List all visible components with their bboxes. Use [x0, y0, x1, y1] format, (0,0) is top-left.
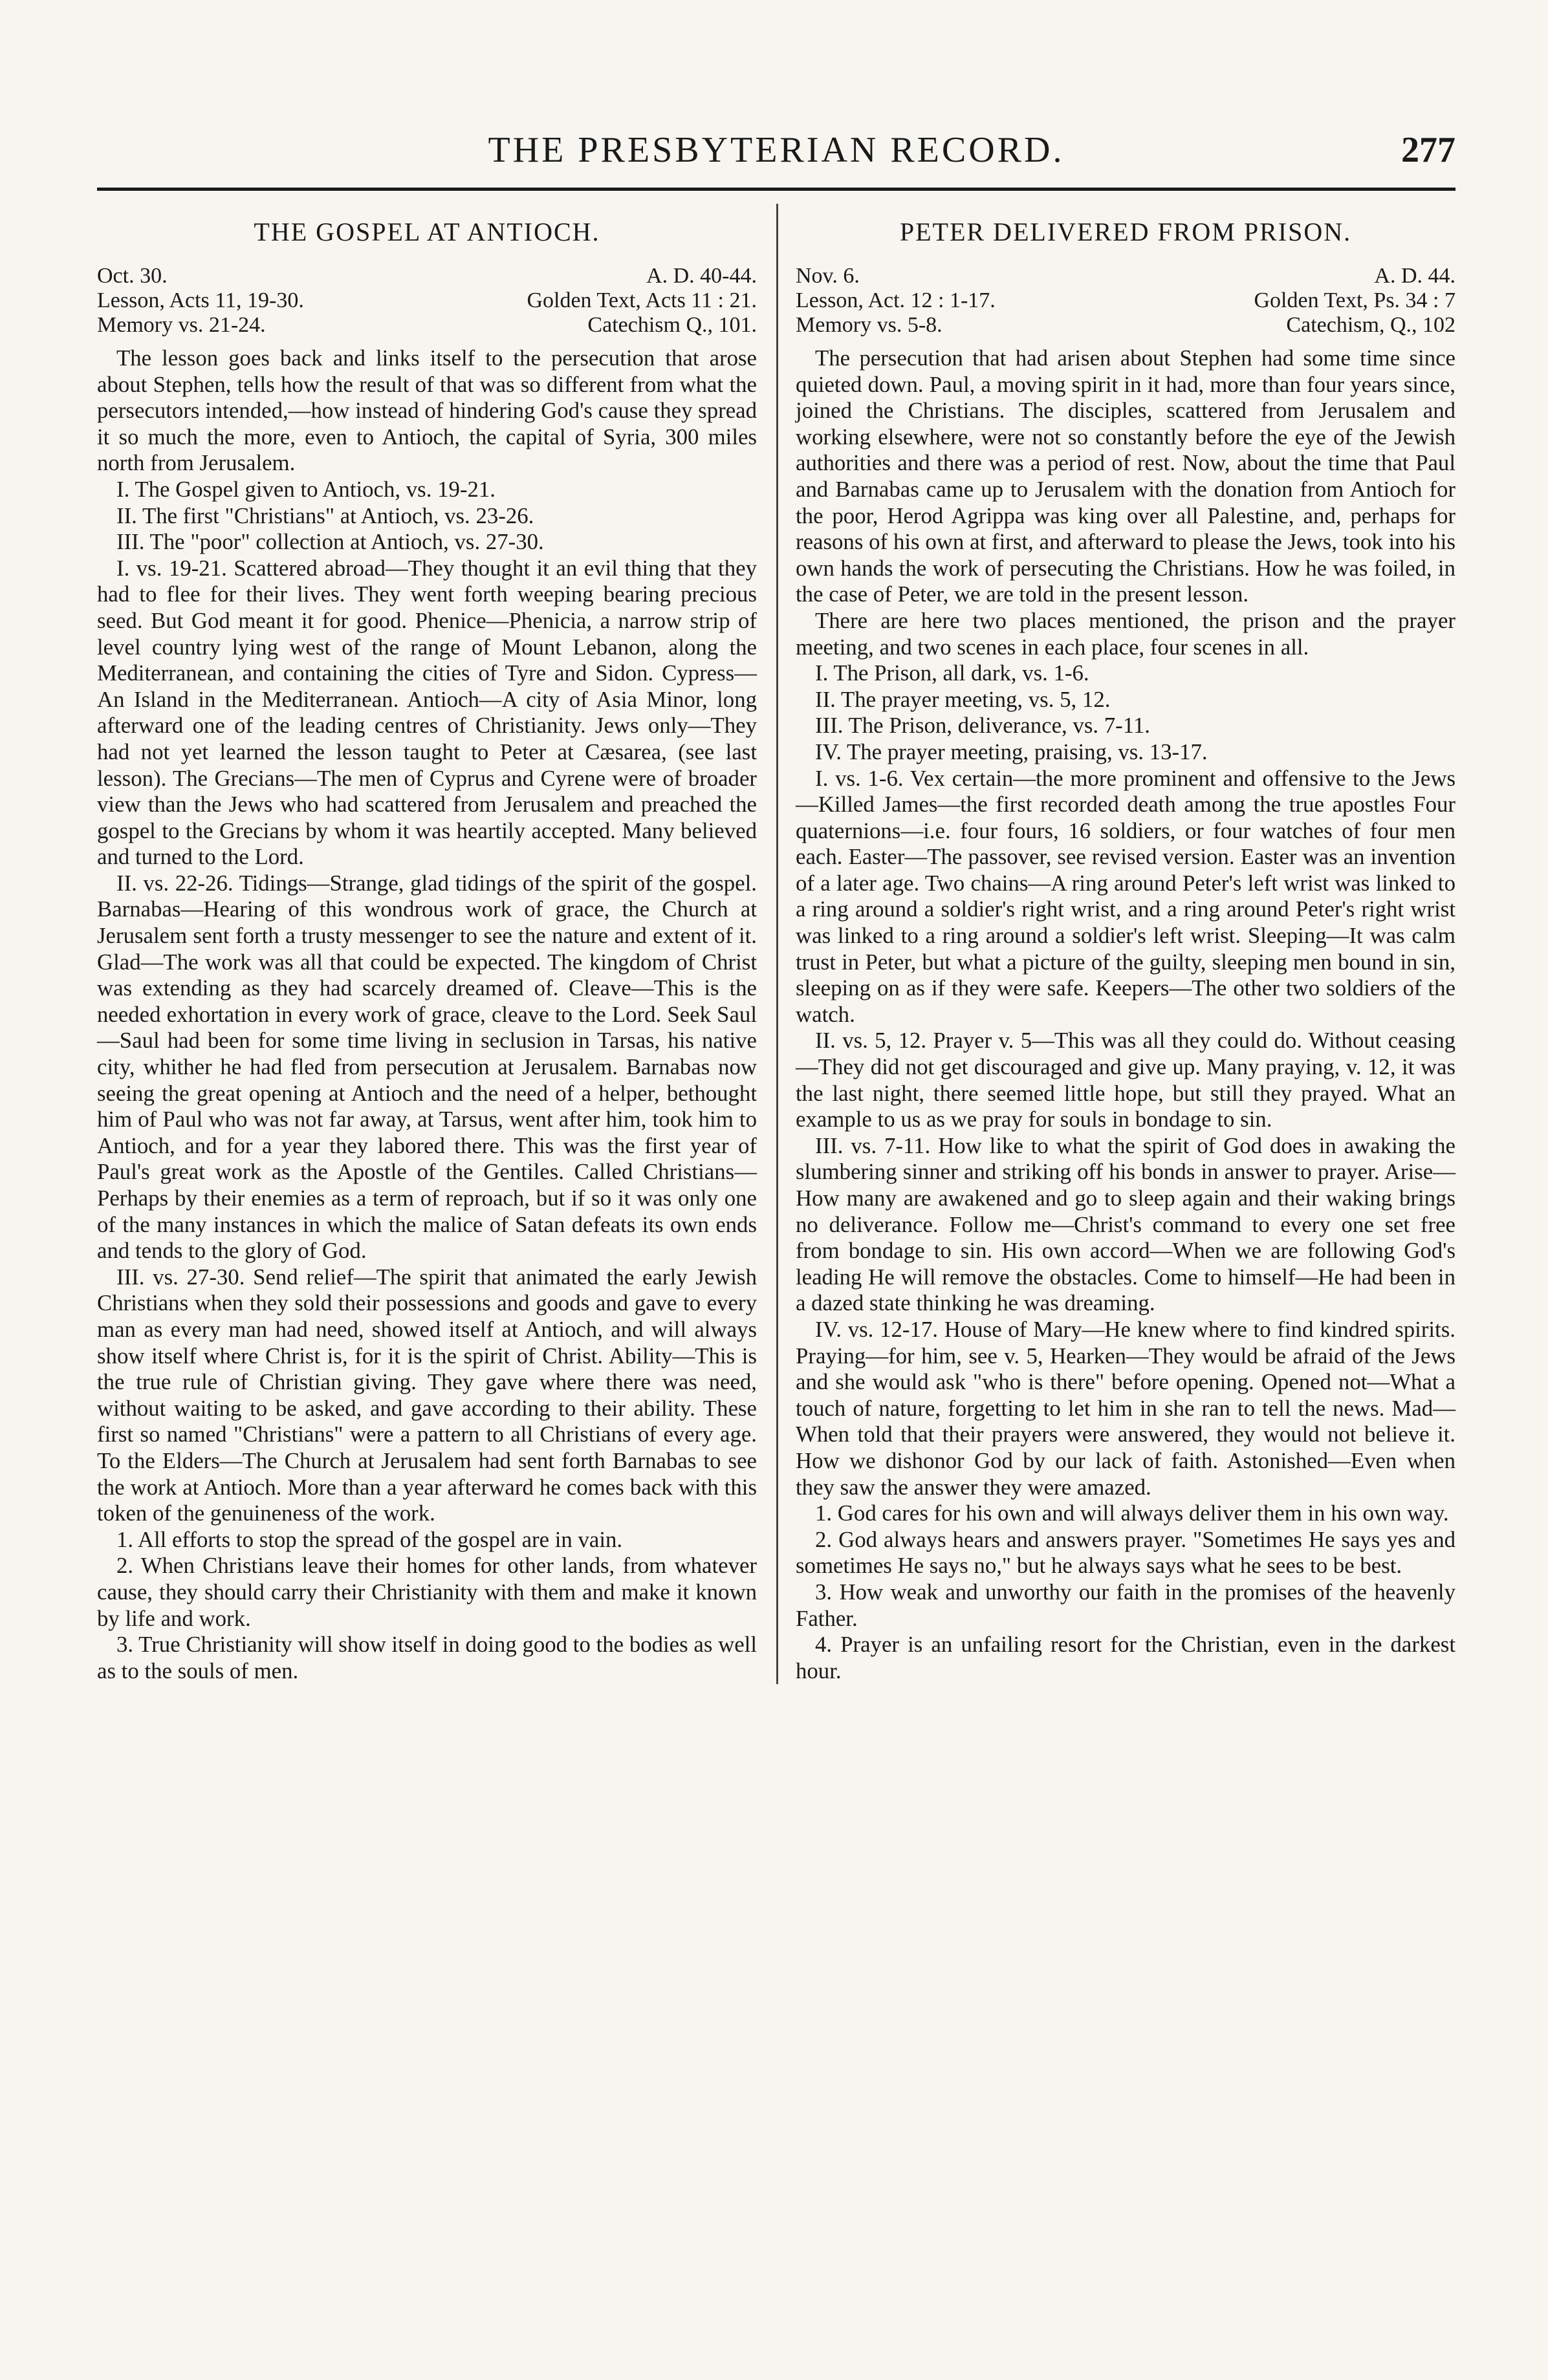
outline-item: I. The Prison, all dark, vs. 1-6.: [815, 660, 1089, 686]
paragraph: III. vs. 27-30. Send relief—The spirit that animated the early Jewish Christians when they sold their possessions and goods and gave to every man as every man had need, showed itself at Antioch, and will always show itself where Christ is, for it is the spirit of Christ. Ability—This is the true rule of Christian giving. They gave where there was need, without waiting to be asked, and gave according to their ability. These first so named "Christians" were a pattern to all Christians of every age. To the Elders—The Church at Jerusalem had sent forth Barnabas to see the work at Antioch. More than a year afterward he comes back with this token of the genuineness of the work.: [97, 1264, 757, 1526]
lesson-reference: Lesson, Acts 11, 19-30.: [97, 288, 304, 312]
lesson-point: 4. Prayer is an unfailing resort for the Christian, even in the darkest hour.: [796, 1632, 1455, 1683]
lesson-point: 3. How weak and unworthy our faith in the promises of the heavenly Father.: [796, 1579, 1455, 1631]
lesson-date: Nov. 6.: [796, 264, 860, 288]
memory-verses: Memory vs. 21-24.: [97, 313, 266, 337]
meta-row: [796, 288, 1455, 313]
paragraph: I. vs. 1-6. Vex certain—the more prominent and offensive to the Jews—Killed James—the first recorded death among the true apostles Four quaternions—i.e. four fours, 16 soldiers, or four watches of four men each. Easter—The passover, see revised version. Easter was an invention of a later age. Two chains—A ring around Peter's left wrist was linked to a ring around a soldier's right wrist, and a ring around Peter's right wrist was linked to a ring around a soldier's left wrist. Sleeping—It was calm trust in Peter, but what a picture of the guilty, sleeping men bound in sin, sleeping on as if they were safe. Keepers—The other two soldiers of the watch.: [796, 765, 1455, 1027]
paragraph: III. vs. 7-11. How like to what the spirit of God does in awaking the slumbering sinner and striking off his bonds in answer to prayer. Arise—How many are awakened and go to sleep again and their waking brings no deliverance. Follow me—Christ's command to every one set free from bondage to sin. His own accord—When we are following God's leading He will remove the obstacles. Come to himself—He had been in a dazed state thinking he was dreaming.: [796, 1132, 1455, 1316]
paragraph: There are here two places mentioned, the prison and the prayer meeting, and two scenes in each place, four scenes in all.: [796, 607, 1455, 660]
paragraph: I. vs. 19-21. Scattered abroad—They thought it an evil thing that they had to flee for their lives. They went forth weeping bearing precious seed. But God meant it for good. Phenice—Phenicia, a narrow strip of level country lying west of the range of Mount Lebanon, along the Mediterranean, and containing the cities of Tyre and Sidon. Cypress—An Island in the Mediterranean. Antioch—A city of Asia Minor, long afterward one of the leading centres of Christianity. Jews only—They had not yet learned the lesson taught to Peter at Cæsarea, (see last lesson). The Grecians—The men of Cyprus and Cyrene were of broader view than the Jews who had scattered from Jerusalem and preached the gospel to the Grecians by whom it was heartily accepted. Many believed and turned to the Lord.: [97, 555, 757, 870]
running-head: [97, 103, 1455, 175]
meta-row: [796, 264, 1455, 288]
lesson-reference: Lesson, Act. 12 : 1-17.: [796, 288, 996, 312]
outline-item: II. The first "Christians" at Antioch, vs. 23-26.: [116, 503, 534, 528]
memory-verses: Memory vs. 5-8.: [796, 313, 943, 337]
outline-item: IV. The prayer meeting, praising, vs. 13-17.: [815, 739, 1208, 764]
lesson-year: A. D. 44.: [1374, 264, 1455, 288]
golden-text: Golden Text, Acts 11 : 21.: [527, 288, 757, 312]
paragraph: The lesson goes back and links itself to the persecution that arose about Stephen, tells how the result of that was so different from what the persecutors intended,—how instead of hindering God's cause they spread it so much the more, even to Antioch, the capital of Syria, 300 miles north from Jerusalem.: [97, 345, 757, 476]
lesson-heading-right: PETER DELIVERED FROM PRISON.: [899, 217, 1352, 246]
lesson-point: 2. When Christians leave their homes for other lands, from whatever cause, they should carry their Christianity with them and make it known by life and work.: [97, 1553, 757, 1631]
header-rule: [97, 188, 1455, 191]
outline-item: II. The prayer meeting, vs. 5, 12.: [815, 686, 1111, 712]
page: [97, 103, 1455, 1684]
lesson-point: 2. God always hears and answers prayer. "Sometimes He says yes and sometimes He says no," but he always says what he sees to be best.: [796, 1526, 1455, 1579]
lesson-heading-left: THE GOSPEL AT ANTIOCH.: [254, 217, 600, 246]
meta-row: [97, 313, 757, 338]
lesson-year: A. D. 40-44.: [646, 264, 757, 288]
meta-row: [97, 288, 757, 313]
journal-title: THE PRESBYTERIAN RECORD.: [488, 130, 1065, 170]
outline-item: III. The Prison, deliverance, vs. 7-11.: [815, 713, 1150, 739]
left-column: [97, 204, 757, 1684]
paragraph: II. vs. 22-26. Tidings—Strange, glad tidings of the spirit of the gospel. Barnabas—Hearing of this wondrous work of grace, the Church at Jerusalem sent forth a trusty messenger to see the nature and extent of it. Glad—The work was all that could be expected. The kingdom of Christ was extending as they had scarcely dreamed of. Cleave—This is the needed exhortation in every work of grace, cleave to the Lord. Seek Saul—Saul had been for some time living in seclusion in Tarsas, his native city, whither he had fled from persecution at Jerusalem. Barnabas now seeing the great opening at Antioch and the need of a helper, bethought him of Paul who was not far away, at Tarsus, went after him, took him to Antioch, and for a year they labored there. This was the first year of Paul's great work as the Apostle of the Gentiles. Called Christians—Perhaps by their enemies as a term of reproach, but if so it was only one of the many instances in which the malice of Satan defeats its own ends and tends to the glory of God.: [97, 870, 757, 1264]
golden-text: Golden Text, Ps. 34 : 7: [1254, 288, 1455, 312]
column-divider: [776, 204, 778, 1684]
page-number: 277: [1401, 130, 1455, 170]
lesson-date: Oct. 30.: [97, 264, 168, 288]
lesson-point: 3. True Christianity will show itself in doing good to the bodies as well as to the souls of men.: [97, 1632, 757, 1683]
lesson-point: 1. All efforts to stop the spread of the gospel are in vain.: [116, 1526, 623, 1552]
paragraph: II. vs. 5, 12. Prayer v. 5—This was all they could do. Without ceasing—They did not get discouraged and give up. Many praying, v. 12, it was the last night, there seemed little hope, but still they prayed. What an example to us as we pray for souls in bondage to sin.: [796, 1028, 1455, 1132]
meta-row: [796, 313, 1455, 338]
paragraph: The persecution that had arisen about Stephen had some time since quieted down. Paul, a moving spirit in it had, more than four years since, joined the Christians. The disciples, scattered from Jerusalem and working elsewhere, were not so constantly before the eye of the Jewish authorities and there was a period of rest. Now, about the time that Paul and Barnabas came up to Jerusalem with the donation from Antioch for the poor, Herod Agrippa was king over all Palestine, and, perhaps for reasons of his own at first, and afterward to please the Jews, took into his own hands the work of persecuting the Christians. How he was foiled, in the case of Peter, we are told in the present lesson.: [796, 345, 1455, 607]
outline-item: III. The "poor" collection at Antioch, vs. 27-30.: [116, 529, 544, 555]
lesson-point: 1. God cares for his own and will always deliver them in his own way.: [815, 1500, 1449, 1526]
two-column-body: [97, 204, 1455, 1684]
catechism: Catechism Q., 101.: [587, 313, 757, 337]
catechism: Catechism, Q., 102: [1286, 313, 1455, 337]
meta-row: [97, 264, 757, 288]
outline-item: I. The Gospel given to Antioch, vs. 19-21.: [116, 476, 496, 502]
paragraph: IV. vs. 12-17. House of Mary—He knew where to find kindred spirits. Praying—for him, see v. 5, Hearken—They would be afraid of the Jews and she would ask "who is there" before opening. Opened not—What a touch of nature, forgetting to let him in she ran to tell the news. Mad—When told that their prayers were answered, they would not believe it. How we dishonor God by our lack of faith. Astonished—Even when they saw the answer they were amazed.: [796, 1316, 1455, 1500]
right-column: [796, 204, 1455, 1684]
